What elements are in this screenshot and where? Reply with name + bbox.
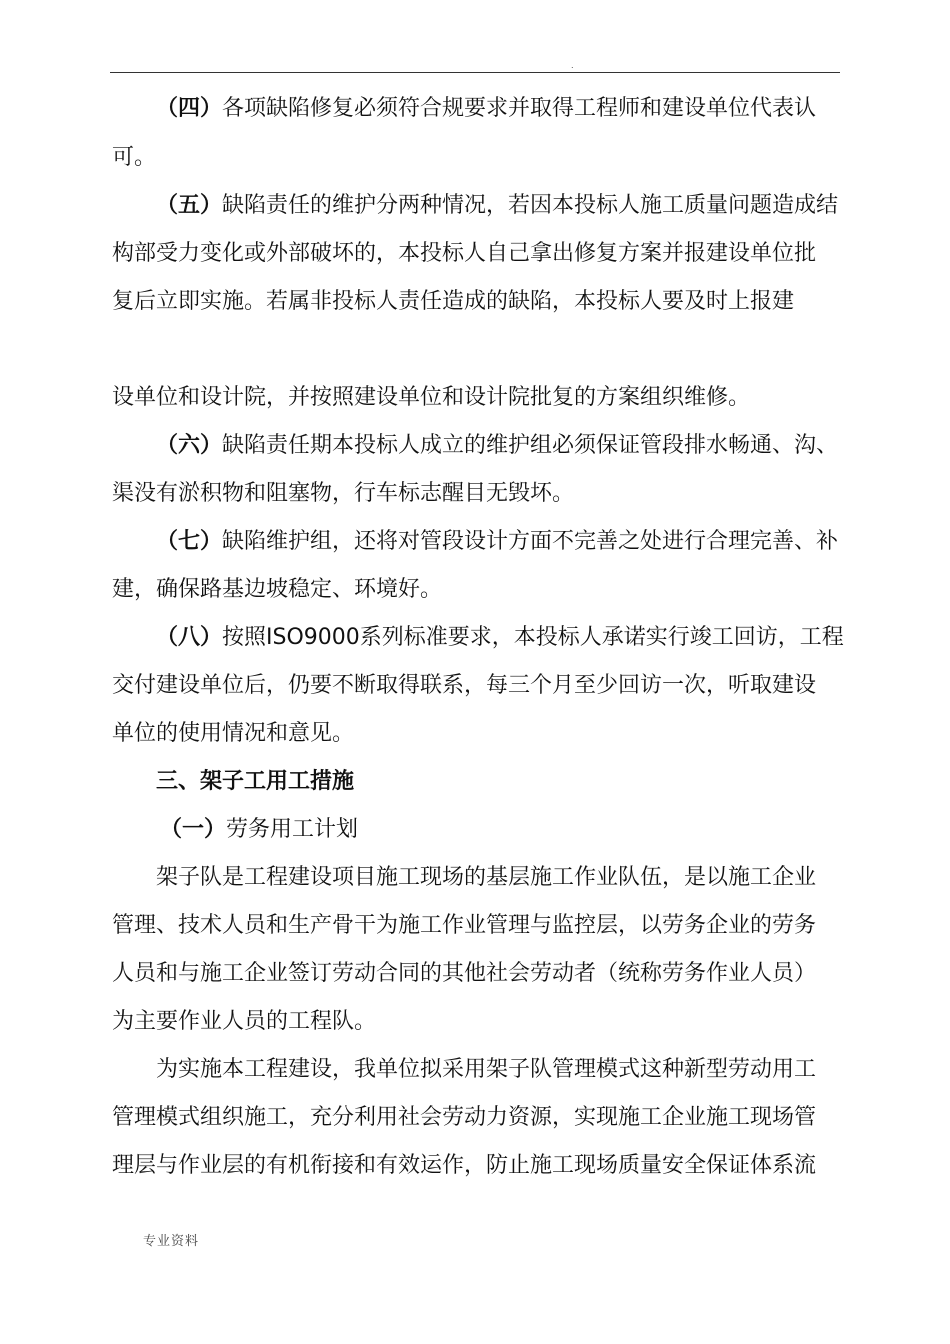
item-7-text: 缺陷维护组，还将对管段设计方面不完善之处进行合理完善、补 — [222, 529, 839, 554]
item-8-line-2: 交付建设单位后，仍要不断取得联系，每三个月至少回访一次，听取建设 — [112, 673, 817, 698]
header-rule — [110, 72, 840, 73]
item-5-text: 缺陷责任的维护分两种情况，若因本投标人施工质量问题造成结 — [222, 193, 839, 218]
item-4-label: （四） — [156, 96, 223, 121]
footer-text: 专业资料 — [143, 1234, 200, 1249]
item-4-text: 各项缺陷修复必须符合规要求并取得工程师和建设单位代表认 — [222, 96, 817, 121]
item-8-label: （八） — [156, 625, 223, 650]
item-8-text: 按照ISO9000系列标准要求，本投标人承诺实行竣工回访，工程 — [222, 625, 844, 650]
sub-heading-label: （一） — [160, 817, 227, 842]
item-6-line-1 — [156, 431, 838, 461]
sub-heading — [160, 815, 358, 845]
item-5-line-4: 设单位和设计院，并按照建设单位和设计院批复的方案组织维修。 — [112, 385, 751, 410]
item-5-label: （五） — [156, 193, 223, 218]
item-5-line-3: 复后立即实施。若属非投标人责任造成的缺陷，本投标人要及时上报建 — [112, 289, 795, 314]
item-7-label: （七） — [156, 529, 223, 554]
item-5-line-2: 构部受力变化或外部破坏的，本投标人自己拿出修复方案并报建设单位批 — [112, 241, 817, 266]
sub-heading-title: 劳务用工计划 — [226, 817, 359, 842]
item-6-text: 缺陷责任期本投标人成立的维护组必须保证管段排水畅通、沟、 — [222, 433, 839, 458]
item-4-line-2: 可。 — [112, 145, 157, 170]
paragraph-1-line-2: 管理、技术人员和生产骨干为施工作业管理与监控层，以劳务企业的劳务 — [112, 913, 817, 938]
item-6-line-2: 渠没有淤积物和阻塞物，行车标志醒目无毁坏。 — [112, 481, 575, 506]
item-7-line-1 — [156, 527, 838, 557]
paragraph-1-line-1: 架子队是工程建设项目施工现场的基层施工作业队伍，是以施工企业 — [156, 865, 817, 890]
paragraph-2-line-1: 为实施本工程建设，我单位拟采用架子队管理模式这种新型劳动用工 — [156, 1057, 817, 1082]
header-mark: . — [571, 61, 574, 70]
item-8-line-1 — [156, 623, 844, 653]
item-5-line-1 — [156, 191, 838, 221]
paragraph-1-line-4: 为主要作业人员的工程队。 — [112, 1009, 377, 1034]
item-8-line-3: 单位的使用情况和意见。 — [112, 721, 355, 746]
paragraph-2-line-2: 管理模式组织施工，充分利用社会劳动力资源，实现施工企业施工现场管 — [112, 1105, 817, 1130]
item-6-label: （六） — [156, 433, 223, 458]
item-4-line-1 — [156, 94, 816, 124]
item-7-line-2: 建，确保路基边坡稳定、环境好。 — [112, 577, 443, 602]
section-heading: 三、架子工用工措施 — [156, 769, 355, 794]
paragraph-2-line-3: 理层与作业层的有机衔接和有效运作，防止施工现场质量安全保证体系流 — [112, 1153, 817, 1178]
paragraph-1-line-3: 人员和与施工企业签订劳动合同的其他社会劳动者（统称劳务作业人员） — [112, 961, 817, 986]
